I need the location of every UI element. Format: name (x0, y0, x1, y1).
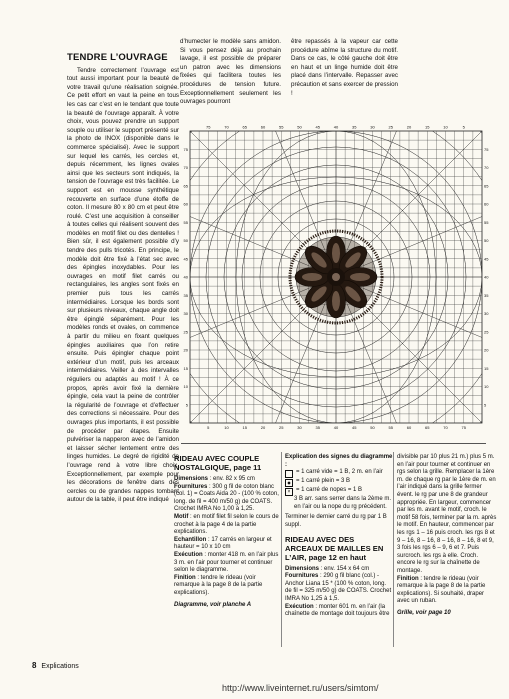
left-tick-label: 60 (183, 201, 188, 207)
section-title-rideau-arceaux: RIDEAU AVEC DES ARCEAUX DE MAILLES EN L’AIR, page 12 en haut (285, 534, 384, 562)
execution-continued: divisible par 10 plus 21 m.) plus 5 m. en l’air pour tourner et continuer en rgs selon la grille. Remplacer la 1ère m. de chaque rg par le 1ère de m. en l’air indiqué dans la grille fermer évent. le rg par une 8 de grandeur appropriée. En largeur, commencer par les m. avant le motif, croch. le motif 58 fois, terminer par la m. après le motif. En hauteur, commencer par les rgs 1 – 16 puis croch. les rgs 8 et 9 – 16, 8 – 16, 8 – 16, 8 – 16, 8 et 9, 3 fois les rgs 6 – 9, 6 et 7. Puis surcroch. les rgs à elle. Croch. encore le rg sur la chaînette de montage. (397, 454, 497, 574)
label: Echantillon (174, 536, 207, 543)
column-divider (281, 452, 282, 647)
bottom-tick-label: 5 (207, 425, 210, 430)
value: : tendre le rideau (voir remarque à la page 8 de la partie explications). Si souhaité, draper avec un ruban. (397, 575, 486, 605)
bottom-tick-label: 55 (388, 425, 393, 430)
right-tick-label: 10 (484, 384, 489, 389)
right-tick-label: 45 (484, 256, 489, 262)
article-left-column (67, 54, 179, 505)
label: Fournitures (174, 483, 208, 490)
section-title-rideau-couple: RIDEAU AVEC COUPLE NOSTALGIQUE, page 11 (174, 454, 262, 472)
value: : env. 154 x 64 cm (319, 565, 370, 572)
bottom-tick-label: 30 (297, 425, 302, 430)
top-tick-label: 45 (315, 124, 320, 130)
empty-square-icon (285, 470, 293, 478)
left-tick-label: 40 (183, 274, 188, 280)
section-divider (181, 443, 486, 444)
right-tick-label: 5 (484, 402, 487, 408)
filled-square-icon (285, 479, 293, 487)
legend-title: Explication des signes du diagramme : (285, 454, 393, 468)
caption-grille: Grille, voir page 10 (397, 609, 451, 616)
left-tick-label: 70 (183, 165, 188, 170)
value: : 17 carrés en largeur et hauteur = 10 x 10 cm (174, 536, 272, 551)
doily-petal-inner (302, 273, 322, 281)
tension-board-diagram (180, 121, 492, 441)
right-tick-label: 70 (484, 165, 489, 170)
article-body-text-right: être repassés à la vapeur car cette procédure abîme la structure du motif. Dans ce cas, le côté gauche doit être en haut et un linge humide doit être placé dans l’intervalle. Repasser avec précaution et sans exercer de pression ! (291, 38, 398, 97)
article-body-text: Tendre correctement l’ouvrage est tout aussi important pour la beauté de votre travail qu’une réalisation soignée. Ce petit effort en vaut la peine en tous les cas car c’est en le tendant que toute la beauté de l’ouvrage apparaît. À votre choix, vous pouvez prendre un support souple ou utiliser le support présenté sur la photo de INOX (disponible dans le commerce spécialisé). Avec le support sur lequel les carrés, les cercles et, depuis récemment, les lignes ovales ainsi que les secteurs sont indiqués, la tension de l’ouvrage est très facilitée. Le support est en mousse synthétique recouverte en surface d’une étoffe de coton. Il mesure 80 x 80 cm et peut être roulé. C’est une acquisition à conseiller à toutes celles qui réalisent souvent des modèles en motif filet ou des dentelles ! Bien sûr, il est également possible d’y tendre des pulls tricotés. En principe, le modèle doit être fixé à l’état sec avec des épingles inoxydables. Pour les ouvrages en motif filet carrés ou rectangulaires, les angles sont fixés en premier puis tous les carrés intermédiaires. Lorsque les bords sont sur plusieurs niveaux, chaque angle doit être épinglé séparément. Pour les modèles ronds et ovales, on commence à partir du milieu en fixant quelques épingles auxiliaires que l’on retire ensuite. Puis épingler chaque point extérieur d’un motif, puis les arceaux intermédiaires. Veiller à des intervalles réguliers ou adaptés au motif ! À ce propos, après avoir fixé la dernière épingle, cela vaut la peine de contrôler la régularité de l’ouvrage et d’effectuer des corrections si nécessaire. Pour des ouvrages plus importants, il est possible de procéder par étapes. Ensuite pulvériser la napperon avec de l’amidon et laisser sécher lentement entre des linges humides. Le degré de rigidité de l’ouvrage rend à votre libre choix. Exceptionnellement, par exemple pour les décorations de fenêtre dans des cercles ou de grandes nappes tombant autour de la table, il peut être indiqué (67, 66, 179, 504)
left-tick-label: 10 (183, 384, 188, 389)
article-title: TENDRE L’OUVRAGE (67, 52, 168, 63)
right-tick-label: 75 (484, 146, 489, 152)
doily-center-inner (332, 273, 340, 281)
left-tick-label: 55 (183, 219, 188, 225)
watermark-url: http://www.liveinternet.ru/users/simtom/ (222, 683, 379, 693)
value: : env. 82 x 95 cm (208, 476, 255, 482)
top-tick-label: 10 (443, 124, 448, 130)
legend-text: 3 B arr. sans serrer dans la 2ème m. en l’air ou la nope du rg précédent. (294, 496, 392, 510)
footer-section: Explications (41, 663, 79, 670)
label: Dimensions (174, 476, 209, 482)
right-tick-label: 55 (484, 219, 489, 225)
label: Finition (174, 574, 196, 581)
bottom-tick-label: 15 (242, 425, 247, 430)
bottom-tick-label: 75 (461, 425, 466, 430)
top-tick-label: 55 (279, 124, 284, 130)
label: Dimensions (285, 565, 320, 572)
article-body-text-mid: d’humecter le modèle sans amidon. Si vous pensez déjà au prochain lavage, il est possible de préparer un patron avec les dimensions fixées qui facilitera toutes les procédures de tension future. Exceptionnellement seulement les ouvrages pourront (180, 38, 281, 106)
right-tick-label: 20 (484, 347, 489, 353)
right-tick-label: 25 (484, 329, 489, 335)
label: Exécution (285, 603, 314, 610)
caption-diagramme: Diagramme, voir planche A (174, 601, 252, 608)
instructions-col-3 (397, 454, 497, 617)
left-tick-label: 45 (183, 256, 188, 262)
top-tick-label: 5 (462, 124, 465, 130)
left-tick-label: 25 (183, 329, 188, 335)
right-tick-label: 50 (484, 238, 489, 243)
top-tick-label: 65 (242, 124, 247, 130)
bottom-tick-label: 50 (370, 425, 375, 430)
left-tick-label: 50 (183, 238, 188, 243)
legend-note: Terminer le dernier carré du rg par 1 B suppl. (285, 514, 387, 528)
instructions-col-1 (174, 454, 279, 609)
top-tick-label: 20 (406, 124, 412, 130)
article-continuation-right (291, 38, 398, 98)
legend-text: = 1 carré vide = 1 B, 2 m. en l’air (296, 469, 383, 476)
bottom-tick-label: 25 (279, 425, 284, 430)
value: : 300 g fil de coton blanc (col. 1) = Coats Aida 20 - (100 % coton, long. de fil = 400 m/50 g) de COATS. Crochet IMRA No 1,00 à 1,25. (174, 483, 279, 513)
legend-item (285, 478, 393, 487)
bottom-tick-label: 35 (315, 425, 320, 430)
page-number: 8 (32, 661, 37, 670)
doily-petal-inner (332, 291, 340, 311)
label: Fournitures (285, 573, 319, 580)
top-tick-label: 15 (425, 124, 430, 130)
left-tick-label: 30 (183, 311, 188, 316)
page-footer (32, 661, 79, 670)
top-tick-label: 70 (224, 124, 229, 130)
label: Finition (397, 575, 419, 582)
top-tick-label: 60 (260, 124, 266, 130)
legend-text: = 1 carré plein = 3 B (296, 478, 351, 485)
bottom-tick-label: 10 (224, 425, 229, 430)
right-tick-label: 15 (484, 365, 489, 371)
bottom-tick-label: 65 (425, 425, 430, 430)
value: : tendre le rideau (voir remarque à la page 8 de la partie explications). (174, 574, 263, 596)
value: : monter 601 m. en l’air (la chaînette de montage doit toujours être (285, 603, 390, 618)
value: : 290 g fil blanc (col.) - Anchor Liana 15 * (100 % coton, long. de fil = 325 m/50 g) de COATS. Crochet IMRA No 1,25 à 1,5. (285, 573, 392, 602)
bottom-tick-label: 70 (443, 425, 448, 430)
right-tick-label: 30 (484, 311, 489, 316)
left-tick-label: 5 (185, 402, 188, 408)
top-tick-label: 30 (370, 124, 375, 130)
column-divider (393, 452, 394, 647)
bottom-tick-label: 20 (260, 425, 266, 430)
top-tick-label: 25 (388, 124, 393, 130)
legend-text: = 1 carré de nopes = 1 B (296, 487, 363, 494)
right-tick-label: 40 (484, 274, 489, 280)
left-tick-label: 15 (183, 365, 188, 371)
doily-petal-inner (350, 273, 370, 281)
cross-square-icon (285, 488, 293, 496)
right-tick-label: 65 (484, 183, 489, 189)
left-tick-label: 65 (183, 183, 188, 189)
instructions-col-2 (285, 454, 393, 619)
top-tick-label: 40 (333, 124, 339, 130)
bottom-tick-label: 60 (406, 425, 412, 430)
right-tick-label: 35 (484, 292, 489, 298)
value: : monter 418 m. en l’air plus 3 m. en l’air pour tourner et continuer selon le diagramme. (174, 551, 279, 574)
top-tick-label: 50 (297, 124, 302, 130)
article-continuation-mid (180, 38, 281, 107)
legend-item (285, 487, 393, 496)
label: Motif (174, 513, 189, 520)
bottom-tick-label: 40 (333, 425, 339, 430)
value: : en motif filet fil selon le cours de crochet à la page 4 de la partie explications. (174, 513, 279, 536)
label: Exécution (174, 551, 203, 558)
legend-item (285, 469, 393, 478)
top-tick-label: 35 (352, 124, 357, 130)
right-tick-label: 60 (484, 201, 489, 207)
bottom-tick-label: 45 (352, 425, 357, 430)
top-tick-label: 75 (206, 124, 211, 130)
left-tick-label: 20 (183, 347, 188, 353)
left-tick-label: 75 (183, 146, 188, 152)
left-tick-label: 35 (183, 292, 188, 298)
doily-petal-inner (332, 243, 340, 263)
